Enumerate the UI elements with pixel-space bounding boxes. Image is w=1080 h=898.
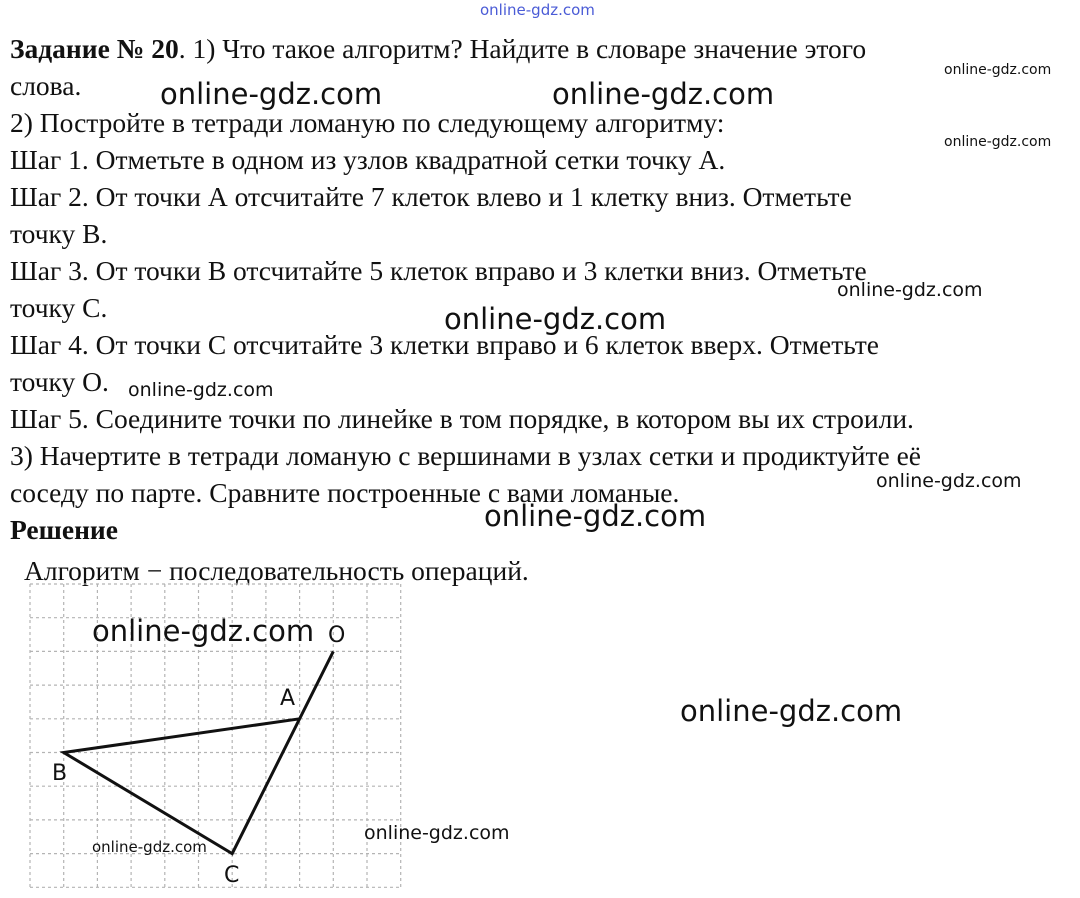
- task-step-2-cont: точку В.: [10, 218, 108, 249]
- task-step-3-cont: точку С.: [10, 292, 108, 323]
- task-step-2: Шаг 2. От точки А отсчитайте 7 клеток влево и 1 клетку вниз. Отметьте: [10, 181, 852, 212]
- task-step-3: Шаг 3. От точки В отсчитайте 5 клеток вправо и 3 клетки вниз. Отметьте: [10, 255, 867, 286]
- task-line-2: слова.: [10, 70, 82, 101]
- task-step-4-cont: точку О.: [10, 366, 109, 397]
- solution-heading: Решение: [10, 514, 118, 545]
- watermark: online-gdz.com: [944, 134, 1052, 150]
- task-step-4: Шаг 4. От точки С отсчитайте 3 клетки вправо и 6 клеток вверх. Отметьте: [10, 329, 879, 360]
- task-header: Задание № 20: [10, 33, 179, 64]
- task-step-5: Шаг 5. Соедините точки по линейке в том порядке, в котором вы их строили.: [10, 403, 914, 434]
- task-line-1: [10, 35, 866, 63]
- watermark: online-gdz.com: [92, 614, 315, 648]
- point-label-a: A: [280, 686, 296, 711]
- point-label-b: B: [52, 761, 68, 786]
- watermark: online-gdz.com: [484, 499, 707, 533]
- task-question-1: . 1) Что такое алгоритм? Найдите в словаре значение этого: [178, 33, 867, 64]
- watermark: online-gdz.com: [837, 279, 983, 301]
- watermark: online-gdz.com: [128, 379, 274, 401]
- watermark: online-gdz.com: [160, 77, 383, 111]
- watermark-top: online-gdz.com: [480, 1, 595, 19]
- watermark: online-gdz.com: [444, 302, 667, 336]
- watermark: online-gdz.com: [944, 62, 1052, 78]
- watermark: online-gdz.com: [92, 838, 207, 856]
- point-label-o: O: [328, 623, 346, 648]
- point-label-c: C: [224, 863, 240, 888]
- watermark: online-gdz.com: [364, 822, 510, 844]
- task-line-3: 2) Постройте в тетради ломаную по следующему алгоритму:: [10, 107, 725, 138]
- watermark: online-gdz.com: [552, 77, 775, 111]
- watermark: online-gdz.com: [680, 694, 903, 728]
- solution-definition: Алгоритм − последовательность операций.: [24, 555, 529, 586]
- watermark: online-gdz.com: [876, 470, 1022, 492]
- task-part-3-cont: соседу по парте. Сравните построенные с вами ломаные.: [10, 477, 680, 508]
- task-step-1: Шаг 1. Отметьте в одном из узлов квадратной сетки точку А.: [10, 144, 726, 175]
- task-part-3: 3) Начертите в тетради ломаную с вершинами в узлах сетки и продиктуйте её: [10, 440, 922, 471]
